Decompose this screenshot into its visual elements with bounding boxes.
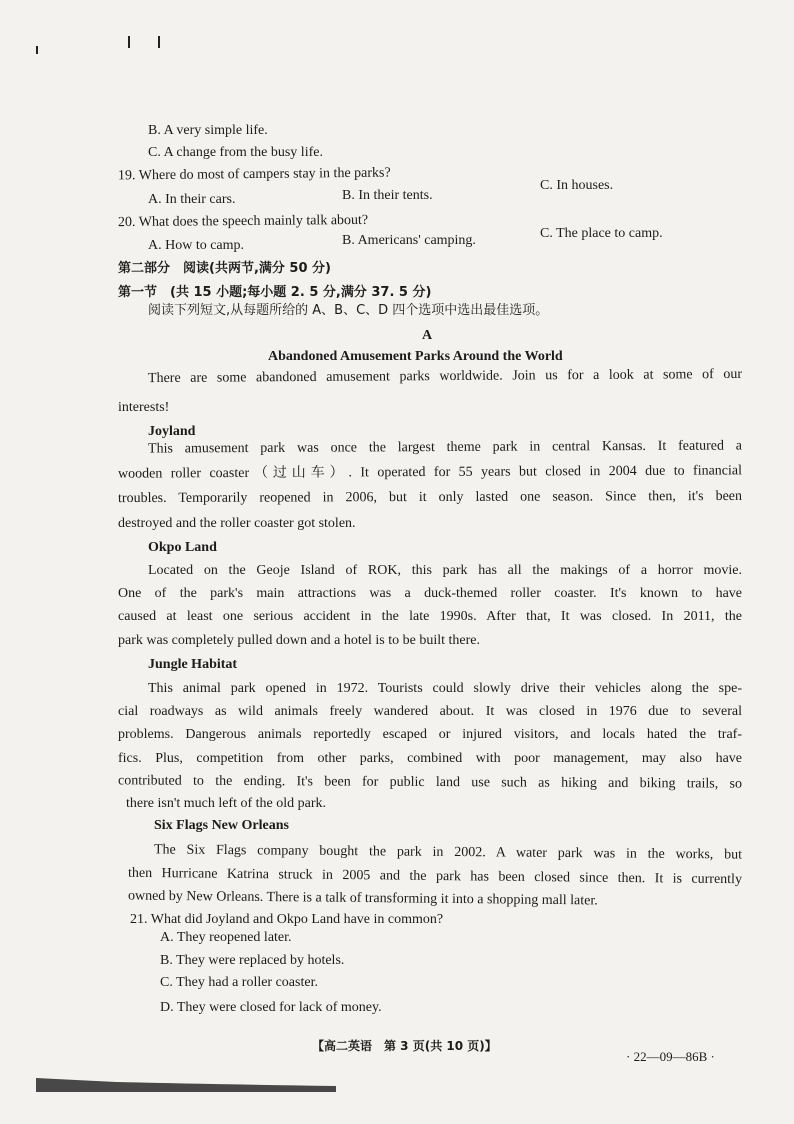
passage-title: Abandoned Amusement Parks Around the World xyxy=(268,349,563,364)
paper-code: · 22—09—86B · xyxy=(626,1049,715,1064)
intro-line-2: interests! xyxy=(118,400,170,415)
q19-option-c: C. In houses. xyxy=(540,178,614,193)
jungle-line-3: problems. Dangerous animals reportedly escaped or injured visitors, and locals hated the traf- xyxy=(118,727,742,742)
okpo-line-4: park was completely pulled down and a hotel is to be built there. xyxy=(118,633,480,648)
jungle-heading: Jungle Habitat xyxy=(148,657,238,672)
okpo-line-1: Located on the Geoje Island of ROK, this park has all the makings of a horror movie. xyxy=(148,563,742,578)
sixflags-line-1: The Six Flags company bought the park in 2002. A water park was in the works, but xyxy=(153,842,743,863)
instruction: 阅读下列短文,从每题所给的 A、B、C、D 四个选项中选出最佳选项。 xyxy=(148,303,549,318)
joyland-line-3: troubles. Temporarily reopened in 2006, but it only lasted one season. Since then, it's been xyxy=(117,488,743,507)
okpo-line-2: One of the park's main attractions was a duck-themed roller coaster. It's known to have xyxy=(118,586,742,601)
intro-line-1: There are some abandoned amusement parks worldwide. Join us for a look at some of our xyxy=(147,366,743,387)
q18-option-b: B. A very simple life. xyxy=(148,123,268,138)
sixflags-heading: Six Flags New Orleans xyxy=(154,818,289,833)
okpo-line-3: caused at least one serious accident in the late 1990s. After that, It was closed. In 2011, the xyxy=(118,609,742,624)
okpo-heading: Okpo Land xyxy=(148,540,217,555)
jungle-line-2: cial roadways as wild animals freely wandered about. It was closed in 1976 due to several xyxy=(118,704,742,719)
page-footer: 【高二英语 第 3 页(共 10 页)】 xyxy=(312,1039,497,1053)
sixflags-line-3: owned by New Orleans. There is a talk of transforming it into a shopping mall later. xyxy=(127,888,598,909)
q20-option-b: B. Americans' camping. xyxy=(342,233,476,248)
section1-heading: 第一节 (共 15 小题;每小题 2. 5 分,满分 37. 5 分) xyxy=(118,285,432,300)
q21-option-a: A. They reopened later. xyxy=(160,930,292,945)
jungle-line-4: fics. Plus, competition from other parks, combined with poor management, may also have xyxy=(118,751,742,766)
q20-option-a: A. How to camp. xyxy=(148,238,245,253)
page-edge-shadow xyxy=(36,1072,336,1092)
sixflags-line-2: then Hurricane Katrina struck in 2005 and the park has been closed since then. It is currently xyxy=(127,865,743,888)
q18-option-c: C. A change from the busy life. xyxy=(148,145,323,160)
q19-option-b: B. In their tents. xyxy=(342,188,433,203)
passage-letter: A xyxy=(422,328,433,343)
q21-option-c: C. They had a roller coaster. xyxy=(160,975,318,990)
q19-option-a: A. In their cars. xyxy=(148,192,236,207)
q19-question: 19. Where do most of campers stay in the parks? xyxy=(117,165,391,184)
q21-question: 21. What did Joyland and Okpo Land have in common? xyxy=(130,912,444,927)
joyland-line-2: wooden roller coaster（过山车）. It operated for 55 years but closed in 2004 due to financial xyxy=(117,463,743,482)
jungle-line-1: This animal park opened in 1972. Tourists could slowly drive their vehicles along the spe- xyxy=(148,681,742,696)
part2-heading: 第二部分 阅读(共两节,满分 50 分) xyxy=(118,261,331,276)
q20-question: 20. What does the speech mainly talk about? xyxy=(117,212,369,231)
q21-option-b: B. They were replaced by hotels. xyxy=(160,953,345,968)
joyland-heading: Joyland xyxy=(148,424,196,439)
q20-option-c: C. The place to camp. xyxy=(540,226,663,241)
joyland-line-4: destroyed and the roller coaster got stolen. xyxy=(118,516,356,531)
jungle-line-6: there isn't much left of the old park. xyxy=(126,796,327,811)
q21-option-d: D. They were closed for lack of money. xyxy=(160,1000,382,1015)
jungle-line-5: contributed to the ending. It's been for public land use such as hiking and biking trails, so xyxy=(117,773,743,792)
joyland-line-1: This amusement park was once the largest theme park in central Kansas. It featured a xyxy=(147,438,743,457)
